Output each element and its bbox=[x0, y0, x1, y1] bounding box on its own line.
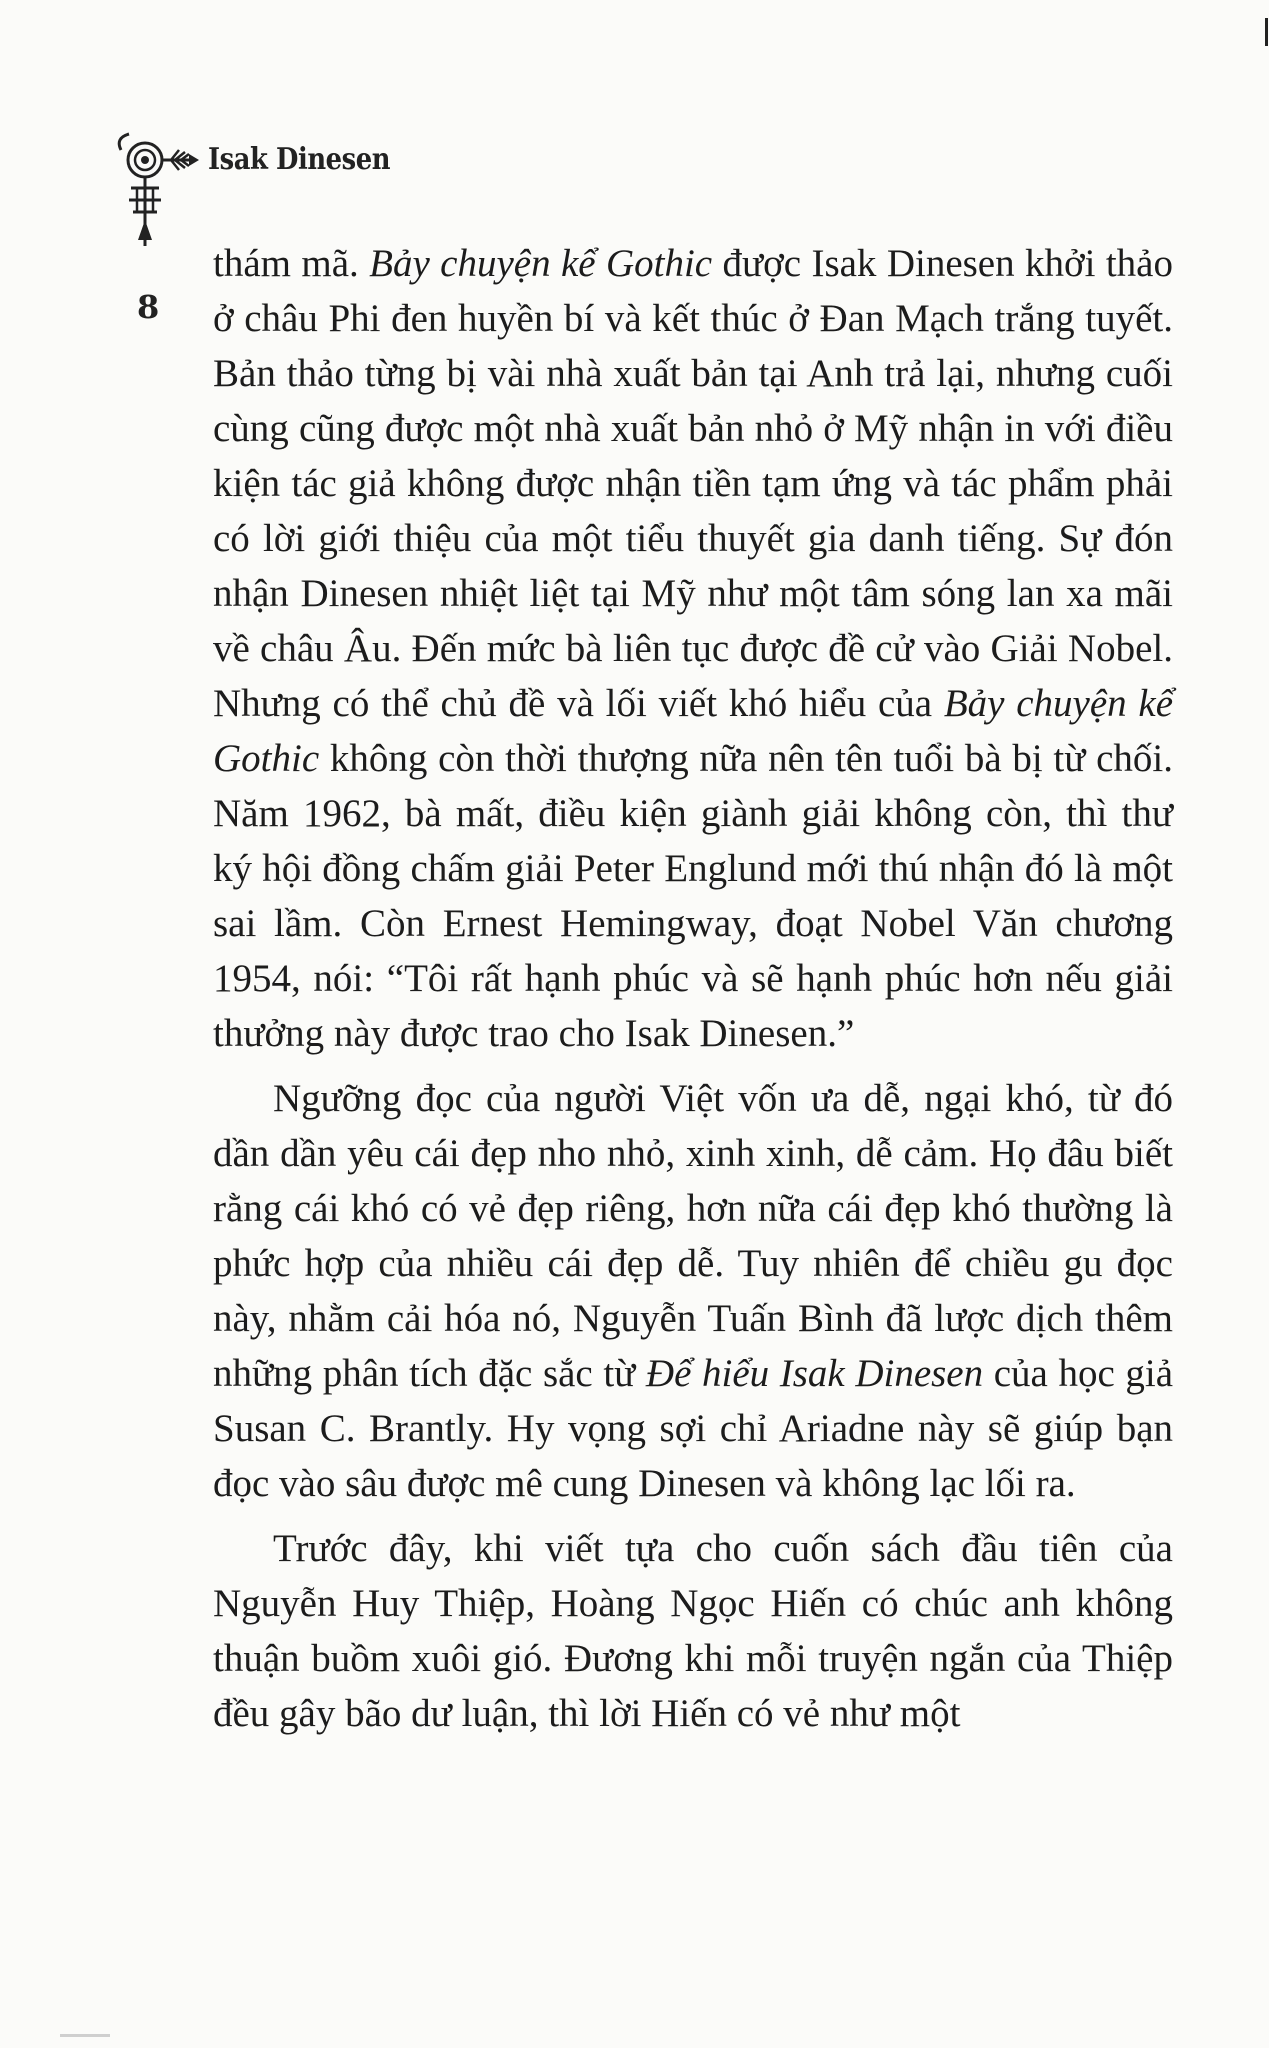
text-run: Trước đây, khi viết tựa cho cuốn sách đầu tiên của Nguyễn Huy Thiệp, Hoàng Ngọc Hiến có chúc anh không thuận buồm xuôi gió. Đương khi mỗi truyện ngắn của Thiệp đều gây bão dư luận, thì lời Hiến có vẻ như một bbox=[213, 1527, 1173, 1735]
text-run: Ngưỡng đọc của người Việt vốn ưa dễ, ngại khó, từ đó dần dần yêu cái đẹp nho nhỏ, xinh xinh, dễ cảm. Họ đâu biết rằng cái khó có vẻ đẹp riêng, hơn nữa cái đẹp khó thường là phức hợp của nhiều cái đẹp dễ. Tuy nhiên để chiều gu đọc này, nhằm cải hóa nó, Nguyễn Tuấn Bình đã lược dịch thêm những phân tích đặc sắc từ bbox=[213, 1077, 1173, 1395]
paragraph bbox=[213, 1071, 1173, 1511]
italic-title: Để hiểu Isak Dinesen bbox=[645, 1352, 984, 1395]
page-right-margin bbox=[1269, 0, 1281, 2048]
running-head: Isak Dinesen bbox=[208, 142, 391, 177]
page-edge-mark bbox=[1265, 18, 1268, 46]
decorative-ornament-icon bbox=[115, 128, 205, 258]
page-corner-mark bbox=[60, 2034, 110, 2037]
page-number: 8 bbox=[137, 288, 160, 326]
body-text bbox=[213, 236, 1173, 1741]
text-run: của học giả Susan C. Brantly. Hy vọng sợi chỉ Ariadne này sẽ giúp bạn đọc vào sâu được mê cung Dinesen và không lạc lối ra. bbox=[213, 1352, 1173, 1505]
text-run: thám mã. bbox=[213, 242, 370, 285]
text-run: không còn thời thượng nữa nên tên tuổi bà bị từ chối. Năm 1962, bà mất, điều kiện giành giải không còn, thì thư ký hội đồng chấm giải Peter Englund mới thú nhận đó là một sai lầm. Còn Ernest Hemingway, đoạt Nobel Văn chương 1954, nói: “Tôi rất hạnh phúc và sẽ hạnh phúc hơn nếu giải thưởng này được trao cho Isak Dinesen.” bbox=[213, 737, 1173, 1055]
paragraph bbox=[213, 1521, 1173, 1741]
paragraph bbox=[213, 236, 1173, 1061]
italic-title: Bảy chuyện kể Gothic bbox=[369, 242, 713, 285]
text-run: được Isak Dinesen khởi thảo ở châu Phi đen huyền bí và kết thúc ở Đan Mạch trắng tuyết. Bản thảo từng bị vài nhà xuất bản tại Anh trả lại, nhưng cuối cùng cũng được một nhà xuất bản nhỏ ở Mỹ nhận in với điều kiện tác giả không được nhận tiền tạm ứng và tác phẩm phải có lời giới thiệu của một tiểu thuyết gia danh tiếng. Sự đón nhận Dinesen nhiệt liệt tại Mỹ như một tâm sóng lan xa mãi về châu Âu. Đến mức bà liên tục được đề cử vào Giải Nobel. Nhưng có thể chủ đề và lối viết khó hiểu của bbox=[213, 242, 1173, 725]
italic-title: Bảy chuyện kể Gothic bbox=[213, 682, 1174, 780]
